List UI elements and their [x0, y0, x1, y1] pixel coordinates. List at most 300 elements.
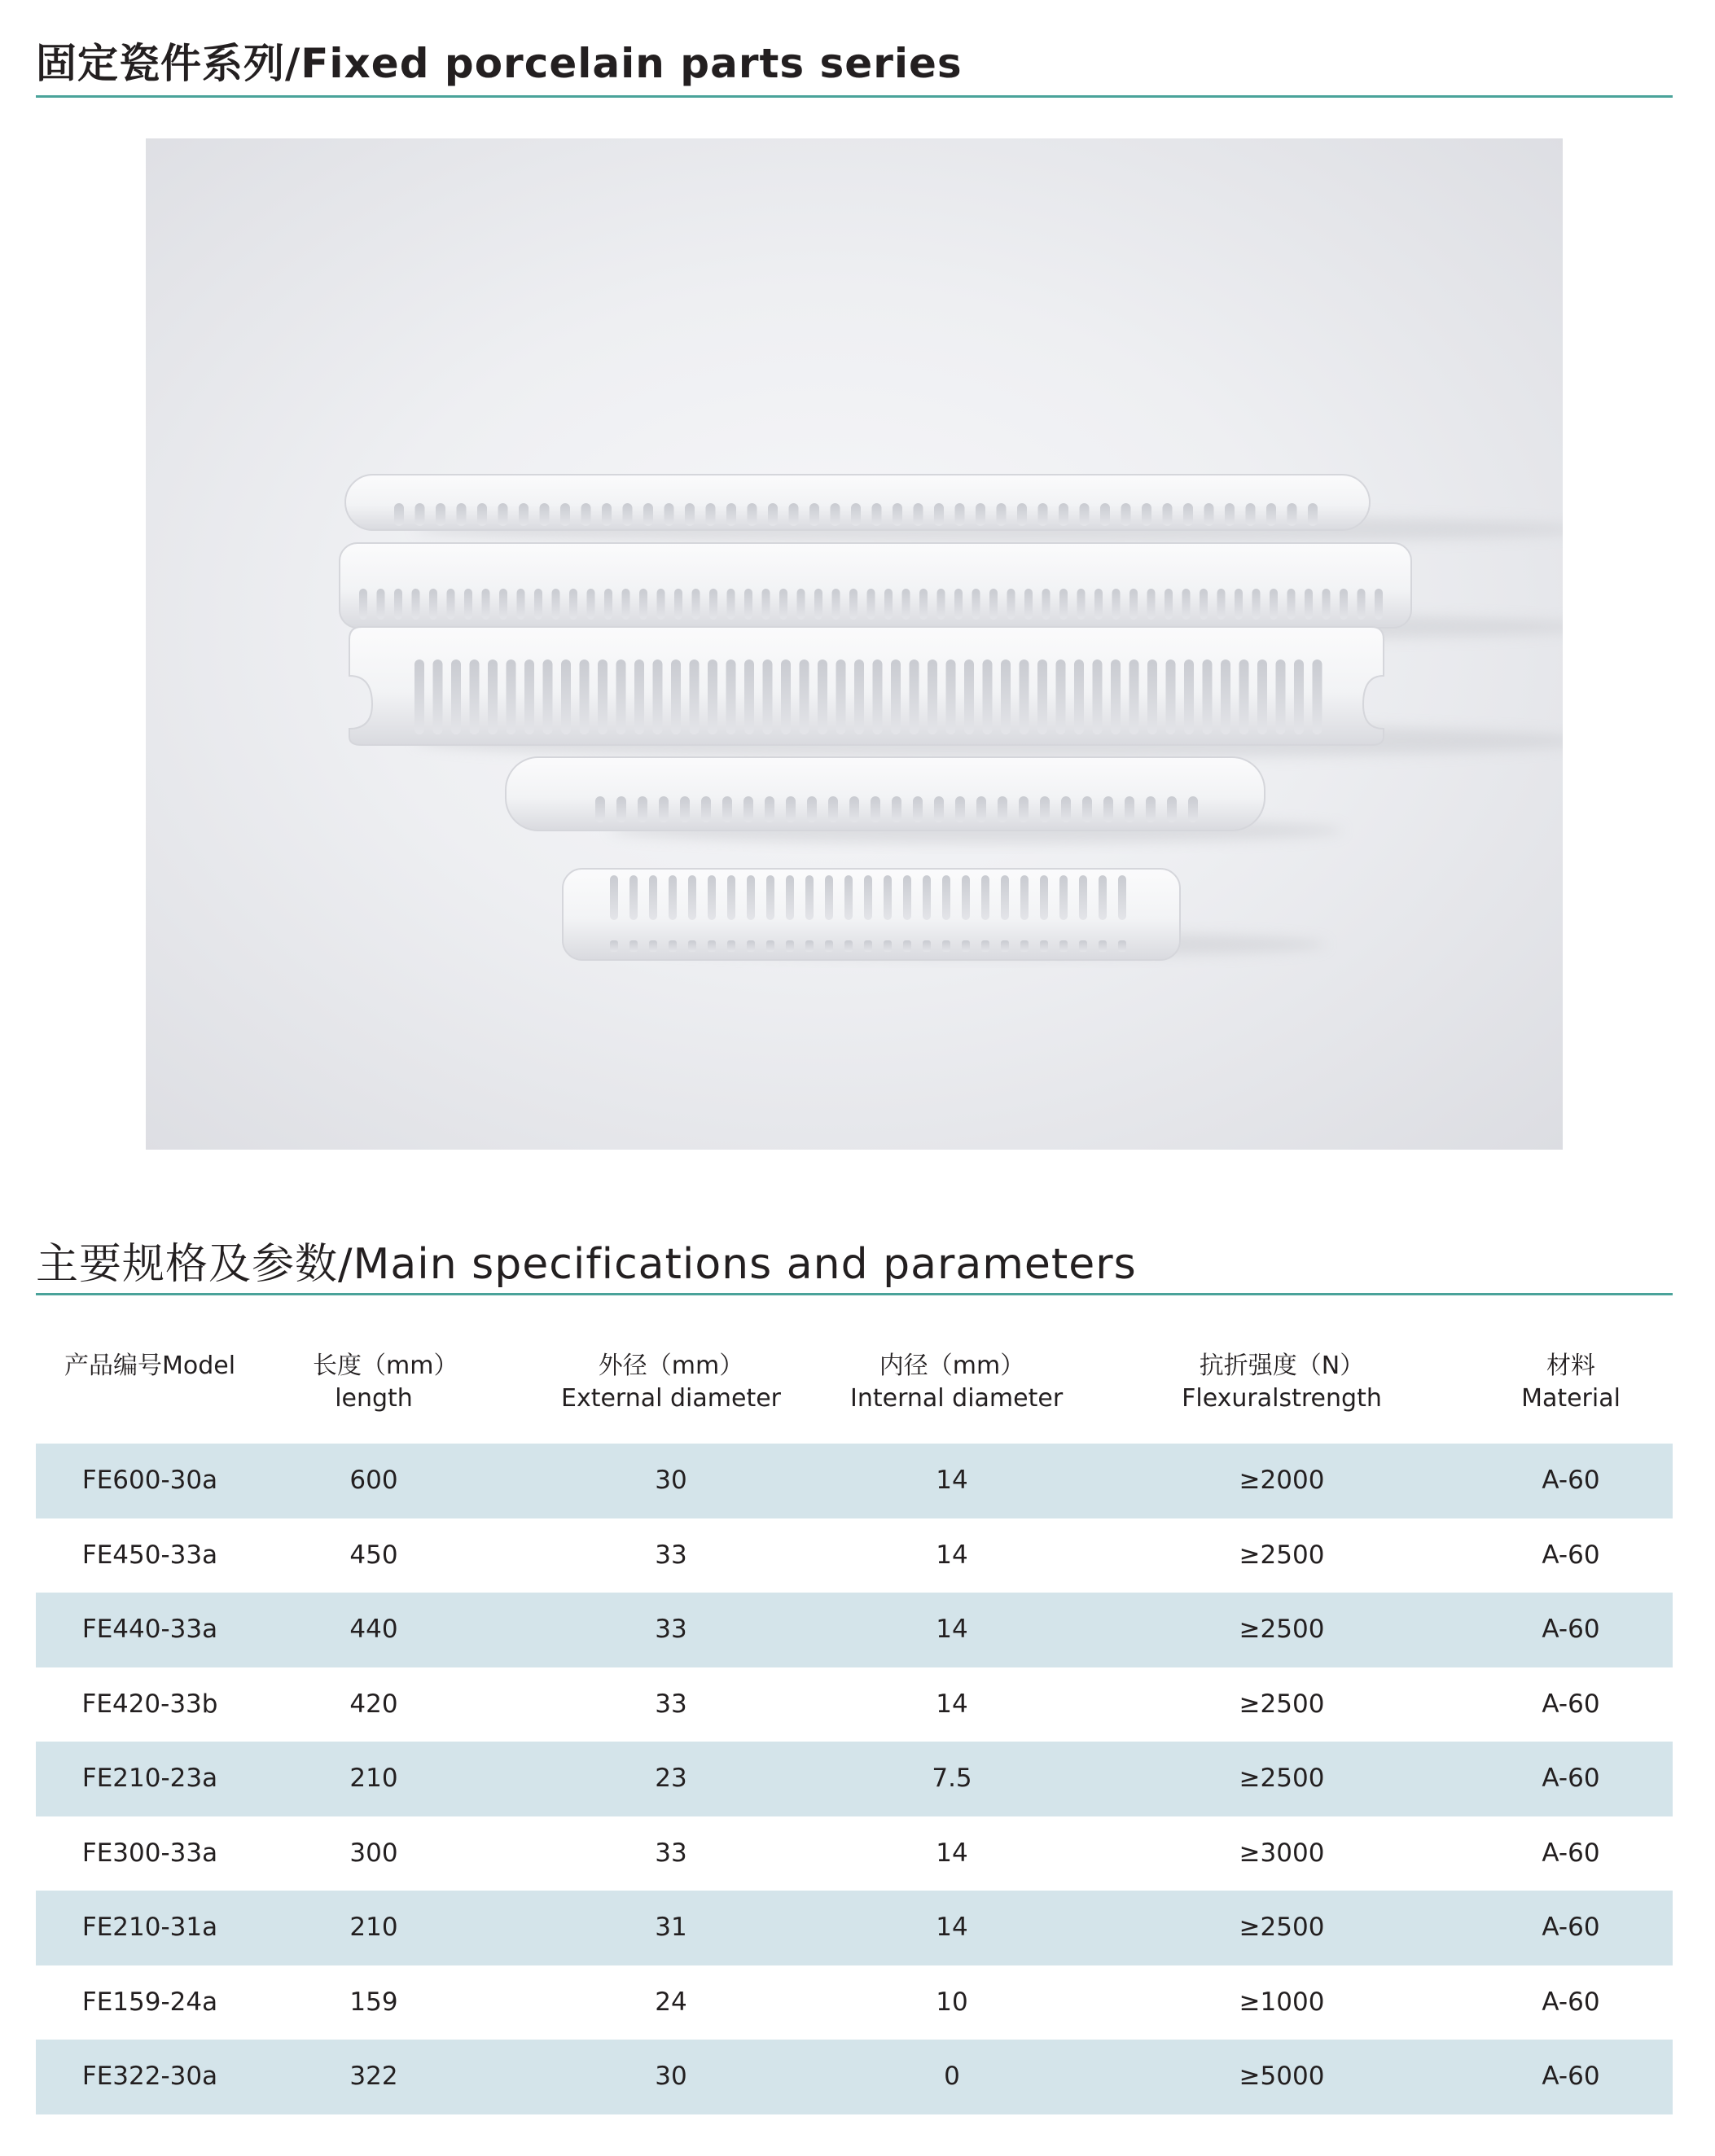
rod-slot	[1287, 589, 1296, 620]
external-diameter-cell: 30	[655, 2062, 687, 2091]
rod-slot	[1142, 503, 1151, 526]
table-row	[36, 1593, 1673, 1667]
rod-slot	[1042, 589, 1050, 620]
rod-slot	[818, 660, 827, 734]
rod-slot	[1340, 589, 1348, 620]
rod-slot	[913, 796, 923, 822]
rod-slot	[1358, 589, 1366, 620]
rod-slot	[1203, 660, 1213, 734]
rod-slot	[928, 660, 937, 734]
rod-slot	[377, 589, 385, 620]
rod-slot	[873, 660, 883, 734]
rod-slot	[470, 660, 480, 734]
rod-slot	[1129, 660, 1139, 734]
rod-slot	[1077, 589, 1086, 620]
rod-slot	[1111, 660, 1121, 734]
header-flexural-strength: 抗折强度（N） Flexuralstrength	[1182, 1352, 1382, 1413]
rod-slot	[998, 796, 1007, 822]
rod-slot	[786, 940, 794, 952]
rod-slot	[412, 589, 420, 620]
table-row	[36, 1518, 1673, 1593]
rod-slot	[902, 589, 910, 620]
rod-slot	[805, 875, 814, 920]
rod-slot	[871, 796, 880, 822]
rod-slot	[560, 503, 570, 526]
rod-slot	[1082, 796, 1092, 822]
rod-slot	[581, 503, 591, 526]
model-cell: FE600-30a	[81, 1466, 218, 1495]
rod-slot	[747, 875, 755, 920]
rod-slot	[1074, 660, 1084, 734]
rod-slot	[534, 589, 542, 620]
rod-slot	[892, 796, 901, 822]
rod-slot	[1125, 796, 1134, 822]
rod-slot	[934, 796, 944, 822]
rod-slot	[849, 796, 859, 822]
rod-slot	[807, 796, 817, 822]
flexural-strength-cell: ≥2000	[1239, 1466, 1325, 1495]
rod-slot	[762, 589, 770, 620]
material-cell: A-60	[1542, 1615, 1600, 1644]
rod-slot	[744, 589, 752, 620]
rod-slot	[1147, 589, 1156, 620]
rod-slot	[844, 940, 853, 952]
rod-slot	[768, 503, 778, 526]
rod-slot	[1166, 660, 1176, 734]
length-cell: 159	[349, 1987, 398, 2017]
model-cell: FE440-33a	[81, 1615, 218, 1644]
rod-slot	[685, 503, 695, 526]
internal-diameter-cell: 14	[936, 1838, 968, 1868]
rod-slot	[674, 589, 682, 620]
model-cell: FE450-33a	[81, 1540, 218, 1570]
rod-slot	[602, 503, 612, 526]
material-cell: A-60	[1542, 1540, 1600, 1570]
rod-slot	[1040, 796, 1050, 822]
rod-slot	[828, 796, 838, 822]
rod-slot	[1017, 503, 1027, 526]
internal-diameter-cell: 0	[944, 2062, 960, 2091]
rod-slot	[622, 589, 630, 620]
rod-slot	[610, 875, 618, 920]
rod-slot	[1165, 589, 1173, 620]
rod-slot	[864, 940, 872, 952]
model-cell: FE210-23a	[81, 1764, 218, 1793]
spec-table-header	[36, 1350, 1673, 1448]
rod-slot	[598, 660, 607, 734]
rod-slot	[1308, 503, 1318, 526]
rod-slot	[981, 875, 989, 920]
specifications-divider	[36, 1293, 1673, 1295]
rod-slot	[1001, 940, 1009, 952]
rod-slot	[1182, 589, 1191, 620]
rod-slot	[923, 875, 931, 920]
table-row	[36, 1742, 1673, 1816]
rod-slot	[643, 503, 653, 526]
rod-slot	[976, 796, 986, 822]
rod-slot	[1103, 796, 1113, 822]
rod-slot	[937, 589, 945, 620]
rod-slot	[1200, 589, 1208, 620]
rod-slot	[743, 796, 753, 822]
model-cell: FE300-33a	[81, 1838, 218, 1868]
rod-slot	[919, 589, 928, 620]
rod-slot	[1322, 589, 1331, 620]
rod-slot	[616, 796, 626, 822]
rod-slot	[1059, 589, 1068, 620]
rod-slot	[1121, 503, 1131, 526]
rod-slot	[638, 796, 647, 822]
rod-slot	[1079, 875, 1087, 920]
rod-slot	[1099, 940, 1107, 952]
rod-slot	[507, 660, 516, 734]
length-cell: 420	[349, 1689, 398, 1719]
rod-slot	[849, 589, 858, 620]
rod-slot	[765, 796, 774, 822]
material-cell: A-60	[1542, 1838, 1600, 1868]
material-cell: A-60	[1542, 1689, 1600, 1719]
flexural-strength-cell: ≥2500	[1239, 1913, 1325, 1942]
external-diameter-cell: 33	[655, 1540, 687, 1570]
model-cell: FE322-30a	[81, 2062, 218, 2091]
rod-slot	[1305, 589, 1313, 620]
rod-slot	[1040, 875, 1048, 920]
rod-slot	[867, 589, 875, 620]
flexural-strength-cell: ≥3000	[1239, 1838, 1325, 1868]
rod-slot	[649, 940, 657, 952]
rod-slot	[543, 660, 553, 734]
length-cell: 450	[349, 1540, 398, 1570]
rod-slot	[1007, 589, 1015, 620]
rod-slot	[955, 796, 965, 822]
rod-slot	[800, 660, 809, 734]
rod-slot	[997, 503, 1007, 526]
rod-slot	[893, 503, 902, 526]
rod-slot	[1225, 503, 1235, 526]
product-photo	[146, 138, 1563, 1150]
rod-slot	[1079, 940, 1087, 952]
rod-slot	[498, 503, 508, 526]
rod-slot	[669, 940, 677, 952]
rod-slot	[464, 589, 472, 620]
rod-slot	[1059, 875, 1068, 920]
rod-slot	[1184, 660, 1194, 734]
rod-slot	[726, 503, 736, 526]
rod-slot	[825, 875, 833, 920]
length-cell: 210	[349, 1913, 398, 1942]
length-cell: 440	[349, 1615, 398, 1644]
rod-slot	[805, 940, 814, 952]
rod-slot	[976, 503, 985, 526]
rod-slot	[457, 503, 467, 526]
material-cell: A-60	[1542, 2062, 1600, 2091]
rod-slot	[884, 940, 892, 952]
rod-slot	[604, 589, 612, 620]
rod-slot	[477, 503, 487, 526]
rod-slot	[587, 589, 595, 620]
rod-slot	[766, 940, 774, 952]
internal-diameter-cell: 14	[936, 1913, 968, 1942]
length-cell: 300	[349, 1838, 398, 1868]
rod-slot	[639, 589, 647, 620]
rod-slot	[1239, 660, 1249, 734]
rod-slot	[884, 589, 893, 620]
rod-slot	[359, 589, 367, 620]
rod-slot	[1020, 875, 1029, 920]
rod-slot	[972, 589, 980, 620]
rod-slot	[1099, 875, 1107, 920]
rod-slot	[1094, 589, 1103, 620]
rod-slot	[942, 940, 950, 952]
rod-slot	[519, 503, 529, 526]
table-row	[36, 1816, 1673, 1891]
rod-slot	[1059, 940, 1068, 952]
rod-slot	[1270, 589, 1278, 620]
rod-slot	[1287, 503, 1297, 526]
rod-slot	[872, 503, 882, 526]
header-length: 长度（mm） length	[313, 1352, 458, 1413]
section-title-products: 固定瓷件系列/Fixed porcelain parts series	[36, 40, 963, 87]
rod-slot	[669, 875, 677, 920]
rod-slot	[722, 796, 732, 822]
flexural-strength-cell: ≥5000	[1239, 2062, 1325, 2091]
rod-slot	[665, 503, 674, 526]
rod-slot	[964, 660, 974, 734]
rod-slot	[962, 940, 970, 952]
rod-slot	[744, 660, 754, 734]
rod-slot	[701, 796, 711, 822]
rod-slot	[1276, 660, 1286, 734]
flexural-strength-cell: ≥2500	[1239, 1764, 1325, 1793]
internal-diameter-cell: 10	[936, 1987, 968, 2017]
rod-slot	[629, 875, 638, 920]
rod-slot	[989, 589, 998, 620]
rod-slot	[884, 875, 892, 920]
external-diameter-cell: 33	[655, 1838, 687, 1868]
rod-slot	[708, 875, 716, 920]
rod-slot	[726, 660, 736, 734]
title-divider	[36, 95, 1673, 98]
table-row	[36, 1667, 1673, 1742]
rod-slot	[394, 503, 404, 526]
rod-slot	[414, 660, 424, 734]
length-cell: 322	[349, 2062, 398, 2091]
rod-slot	[629, 940, 638, 952]
rod-slot	[692, 589, 700, 620]
header-material: 材料 Material	[1521, 1352, 1621, 1413]
rod-slot	[1020, 940, 1029, 952]
rod-slot	[709, 589, 717, 620]
porcelain-parts-image	[146, 138, 1563, 1150]
rod-slot	[748, 503, 757, 526]
rod-slot	[864, 875, 872, 920]
rod-slot	[688, 940, 696, 952]
rod-slot	[946, 660, 956, 734]
table-row	[36, 2040, 1673, 2114]
rod-slot	[1163, 503, 1173, 526]
rod-slot	[524, 660, 534, 734]
rod-slot	[1038, 503, 1048, 526]
rod-slot	[1235, 589, 1243, 620]
rod-slot	[727, 589, 735, 620]
rod-slot	[1019, 796, 1029, 822]
rod-slot	[1167, 796, 1177, 822]
length-cell: 210	[349, 1764, 398, 1793]
rod-slot	[1001, 660, 1011, 734]
rod-slot	[786, 796, 796, 822]
rod-slot	[1252, 589, 1261, 620]
flexural-strength-cell: ≥2500	[1239, 1689, 1325, 1719]
header-external-diameter: 外径（mm） External diameter	[561, 1352, 781, 1413]
rod-slot	[1020, 660, 1029, 734]
rod-slot	[671, 660, 681, 734]
model-cell: FE420-33b	[81, 1689, 218, 1719]
rod-slot	[789, 503, 799, 526]
rod-slot	[690, 660, 700, 734]
table-row	[36, 1891, 1673, 1965]
rod-slot	[616, 660, 626, 734]
rod-slot	[1221, 660, 1230, 734]
rod-slot	[1246, 503, 1256, 526]
external-diameter-cell: 24	[655, 1987, 687, 2017]
rod-slot	[910, 660, 919, 734]
rod-slot	[659, 796, 669, 822]
rod-slot	[1118, 940, 1126, 952]
rod-slot	[1204, 503, 1214, 526]
table-row	[36, 1965, 1673, 2040]
material-cell: A-60	[1542, 1913, 1600, 1942]
rod-slot	[831, 503, 840, 526]
rod-slot	[1118, 875, 1126, 920]
internal-diameter-cell: 7.5	[932, 1764, 972, 1793]
rod-slot	[1257, 660, 1267, 734]
rod-slot	[763, 660, 773, 734]
rod-slot	[1040, 940, 1048, 952]
rod-slot	[832, 589, 840, 620]
rod-slot	[688, 875, 696, 920]
rod-slot	[981, 940, 989, 952]
rod-slot	[1059, 503, 1068, 526]
rod-slot	[836, 660, 846, 734]
rod-slot	[610, 940, 618, 952]
rod-slot	[1188, 796, 1198, 822]
rod-slot	[447, 589, 455, 620]
rod-slot	[569, 589, 577, 620]
rod-slot	[1056, 660, 1066, 734]
rod-slot	[903, 875, 911, 920]
rod-slot	[680, 796, 690, 822]
material-cell: A-60	[1542, 1764, 1600, 1793]
rod-slot	[482, 589, 490, 620]
rod-slot	[955, 503, 965, 526]
rod-slot	[552, 589, 560, 620]
rod-slot	[433, 660, 443, 734]
rod-slot	[634, 660, 644, 734]
rod-slot	[1024, 589, 1033, 620]
rod-slot	[595, 796, 605, 822]
material-cell: A-60	[1542, 1987, 1600, 2017]
rod-slot	[1001, 875, 1009, 920]
rod-slot	[649, 875, 657, 920]
table-row	[36, 1444, 1673, 1518]
header-model: 产品编号Model	[64, 1352, 236, 1380]
rod-slot	[540, 503, 550, 526]
rod-slot	[727, 875, 735, 920]
rod-slot	[814, 589, 822, 620]
rod-slot	[561, 660, 571, 734]
rod-slot	[914, 503, 923, 526]
model-cell: FE210-31a	[81, 1913, 218, 1942]
rod-slot	[747, 940, 755, 952]
rod-slot	[766, 875, 774, 920]
rod-slot	[934, 503, 944, 526]
rod-slot	[1080, 503, 1090, 526]
rod-slot	[1037, 660, 1047, 734]
rod-slot	[727, 940, 735, 952]
rod-slot	[1183, 503, 1193, 526]
rod-slot	[797, 589, 805, 620]
rod-slot	[844, 875, 853, 920]
external-diameter-cell: 31	[655, 1913, 687, 1942]
internal-diameter-cell: 14	[936, 1466, 968, 1495]
section-title-specifications: 主要规格及参数/Main specifications and parameters	[36, 1240, 1137, 1289]
rod-slot	[781, 660, 791, 734]
rod-slot	[1217, 589, 1226, 620]
rod-slot	[429, 589, 437, 620]
rod-slot	[488, 660, 498, 734]
rod-slot	[1313, 660, 1322, 734]
rod-slot	[706, 503, 716, 526]
rod-slot	[499, 589, 507, 620]
rod-slot	[851, 503, 861, 526]
rod-slot	[954, 589, 963, 620]
external-diameter-cell: 33	[655, 1689, 687, 1719]
rod-slot	[903, 940, 911, 952]
rod-slot	[809, 503, 819, 526]
external-diameter-cell: 30	[655, 1466, 687, 1495]
rod-slot	[1146, 796, 1156, 822]
rod-slot	[451, 660, 461, 734]
rod-slot	[657, 589, 665, 620]
rod-slot	[786, 875, 794, 920]
rod-slot	[983, 660, 993, 734]
length-cell: 600	[349, 1466, 398, 1495]
internal-diameter-cell: 14	[936, 1615, 968, 1644]
rod-slot	[779, 589, 787, 620]
rod-slot	[517, 589, 525, 620]
rod-slot	[854, 660, 864, 734]
external-diameter-cell: 23	[655, 1764, 687, 1793]
rod-slot	[1266, 503, 1276, 526]
rod-slot	[653, 660, 663, 734]
rod-slot	[1100, 503, 1110, 526]
rod-slot	[1061, 796, 1071, 822]
rod-slot	[436, 503, 445, 526]
spec-table-body	[36, 1444, 1673, 2114]
rod-slot	[825, 940, 833, 952]
rod-slot	[1093, 660, 1103, 734]
external-diameter-cell: 33	[655, 1615, 687, 1644]
rod-slot	[1375, 589, 1383, 620]
rod-slot	[623, 503, 633, 526]
rod-slot	[394, 589, 402, 620]
internal-diameter-cell: 14	[936, 1540, 968, 1570]
rod-slot	[891, 660, 901, 734]
flexural-strength-cell: ≥2500	[1239, 1540, 1325, 1570]
rod-slot	[415, 503, 425, 526]
flexural-strength-cell: ≥2500	[1239, 1615, 1325, 1644]
header-internal-diameter: 内径（mm） Internal diameter	[850, 1352, 1064, 1413]
